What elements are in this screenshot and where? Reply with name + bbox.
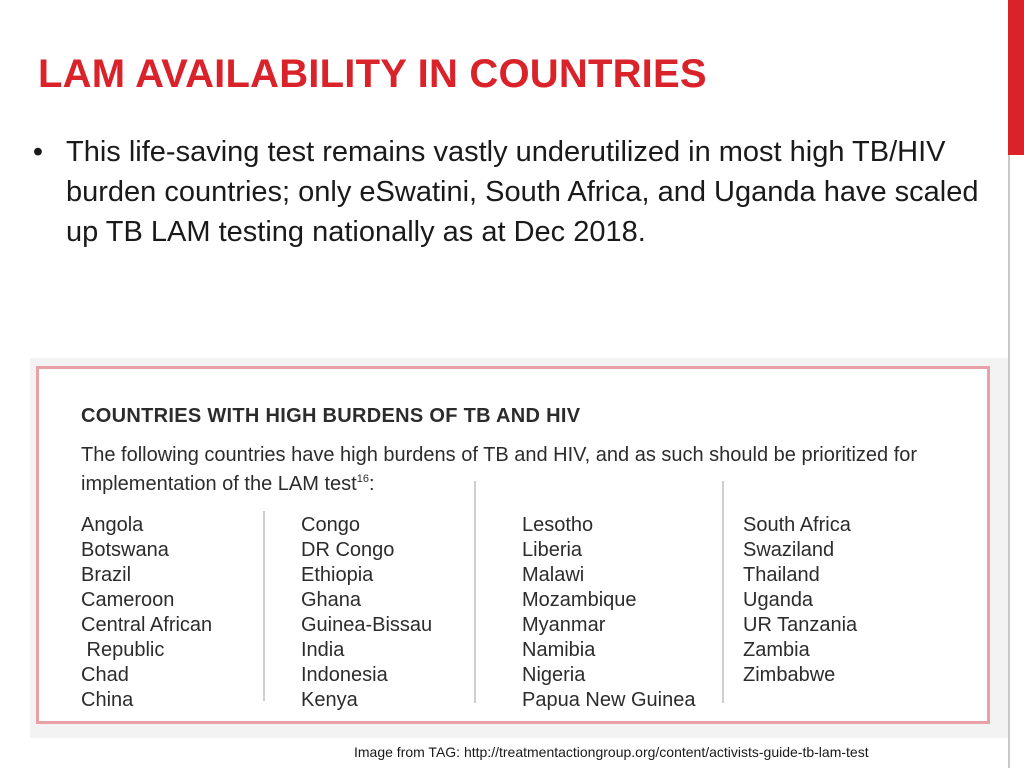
figure-description xyxy=(81,443,961,496)
country-column-1 xyxy=(81,513,261,713)
country-item: China xyxy=(81,689,134,711)
slide-title: LAM AVAILABILITY IN COUNTRIES xyxy=(38,52,707,96)
country-item: Brazil xyxy=(81,564,132,586)
country-item: UR Tanzania xyxy=(743,614,858,636)
country-item: Malawi xyxy=(522,564,585,586)
column-divider xyxy=(722,481,724,703)
figure-image xyxy=(30,358,1008,738)
figure-box xyxy=(36,366,990,724)
country-item: Nigeria xyxy=(522,664,586,686)
bullet-list xyxy=(28,132,988,252)
country-item: Chad xyxy=(81,664,129,686)
country-item: Myanmar xyxy=(522,614,606,636)
country-item: India xyxy=(301,639,345,661)
country-item: Zimbabwe xyxy=(743,664,836,686)
bullet-item xyxy=(28,132,988,252)
country-item: Angola xyxy=(81,514,144,536)
country-column-4 xyxy=(743,513,923,688)
country-item: Mozambique xyxy=(522,589,637,611)
country-column-2 xyxy=(301,513,481,713)
country-item: Liberia xyxy=(522,539,583,561)
country-column-3 xyxy=(522,513,702,713)
country-item: Ethiopia xyxy=(301,564,374,586)
country-item: Indonesia xyxy=(301,664,388,686)
accent-divider xyxy=(1008,155,1024,768)
bullet-text: This life-saving test remains vastly underutilized in most high TB/HIV burden countries; only eSwatini, South Africa, and Uganda have scaled up TB LAM testing nationally as at Dec 2018. xyxy=(66,136,979,248)
country-item: South Africa xyxy=(743,514,851,536)
figure-heading: COUNTRIES WITH HIGH BURDENS OF TB AND HIV xyxy=(81,405,581,427)
country-item: Ghana xyxy=(301,589,362,611)
image-source-caption: Image from TAG: http://treatmentactiongroup.org/content/activists-guide-tb-lam-test xyxy=(354,744,869,760)
figure-description-text: The following countries have high burdens of TB and HIV, and as such should be prioritized for implementation of the LAM test xyxy=(81,444,918,495)
accent-bar xyxy=(1008,0,1024,155)
country-item: Thailand xyxy=(743,564,820,586)
country-item: Uganda xyxy=(743,589,814,611)
country-item: Botswana xyxy=(81,539,169,561)
column-divider xyxy=(263,511,265,701)
country-item: Guinea-Bissau xyxy=(301,614,433,636)
country-item: Kenya xyxy=(301,689,358,711)
country-item: Republic xyxy=(81,639,165,661)
country-item: Swaziland xyxy=(743,539,835,561)
country-item: DR Congo xyxy=(301,539,395,561)
country-item: Papua New Guinea xyxy=(522,689,696,711)
country-item: Congo xyxy=(301,514,360,536)
country-item: Central African xyxy=(81,614,213,636)
footnote-marker: 16 xyxy=(356,473,369,485)
figure-description-end: : xyxy=(368,473,375,495)
country-item: Lesotho xyxy=(522,514,594,536)
country-item: Zambia xyxy=(743,639,810,661)
bullet-icon: • xyxy=(32,136,44,168)
country-item: Cameroon xyxy=(81,589,175,611)
country-item: Namibia xyxy=(522,639,596,661)
